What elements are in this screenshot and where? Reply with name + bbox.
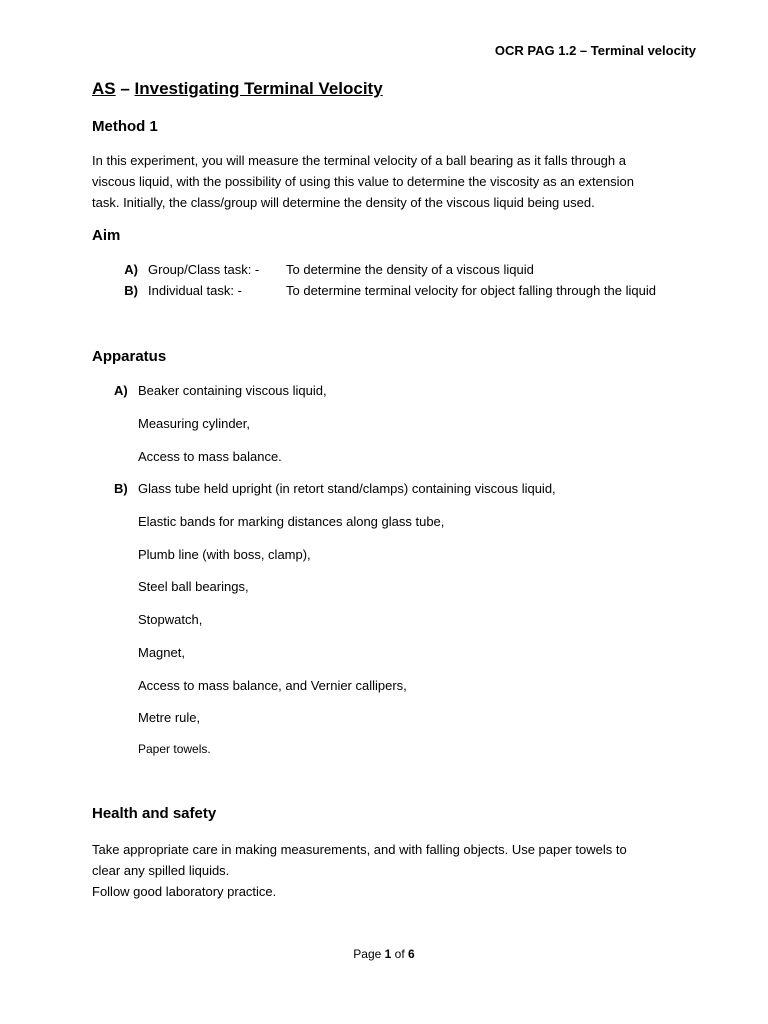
apparatus-b-item-3: Plumb line (with boss, clamp), bbox=[138, 547, 311, 562]
aim-text-b: To determine terminal velocity for object falling through the liquid bbox=[286, 283, 656, 298]
running-header bbox=[92, 43, 696, 58]
method-line-2: viscous liquid, with the possibility of using this value to determine the viscosity as an extension bbox=[92, 174, 634, 189]
apparatus-b-item-9: Paper towels. bbox=[138, 742, 211, 756]
health-line-3: Follow good laboratory practice. bbox=[92, 884, 277, 899]
method-heading: Method 1 bbox=[92, 118, 158, 135]
aim-text-a: To determine the density of a viscous liquid bbox=[286, 262, 534, 277]
apparatus-b-item-5: Stopwatch, bbox=[138, 612, 203, 627]
footer-page-word: Page bbox=[353, 947, 382, 961]
apparatus-b-item-1: Glass tube held upright (in retort stand/clamps) containing viscous liquid, bbox=[138, 481, 556, 496]
footer-page-number: 1 bbox=[384, 947, 392, 961]
page-title bbox=[92, 79, 383, 99]
method-paragraph bbox=[92, 150, 696, 213]
health-paragraph bbox=[92, 839, 696, 902]
apparatus-b-first bbox=[92, 481, 556, 496]
apparatus-b-item-8: Metre rule, bbox=[138, 710, 201, 725]
apparatus-a-first bbox=[92, 383, 327, 398]
running-header-text: OCR PAG 1.2 – Terminal velocity bbox=[494, 43, 696, 58]
page-footer bbox=[0, 947, 768, 961]
health-line-1: Take appropriate care in making measurements, and with falling objects. Use paper towels to bbox=[92, 842, 627, 857]
apparatus-letter-b: B) bbox=[114, 481, 128, 496]
health-heading: Health and safety bbox=[92, 805, 217, 822]
aim-item-b bbox=[92, 283, 712, 298]
apparatus-b-item-2: Elastic bands for marking distances along glass tube, bbox=[138, 514, 445, 529]
title-dash: – bbox=[115, 79, 135, 98]
aim-label-b: Individual task: - bbox=[148, 283, 242, 298]
apparatus-b-item-6: Magnet, bbox=[138, 645, 185, 660]
method-line-1: In this experiment, you will measure the terminal velocity of a ball bearing as it falls through a bbox=[92, 153, 626, 168]
apparatus-heading: Apparatus bbox=[92, 348, 167, 365]
apparatus-a-item-1: Beaker containing viscous liquid, bbox=[138, 383, 327, 398]
aim-item-a bbox=[92, 262, 712, 277]
apparatus-letter-a: A) bbox=[114, 383, 128, 398]
apparatus-b-item-4: Steel ball bearings, bbox=[138, 579, 249, 594]
footer-page-total: 6 bbox=[408, 947, 415, 961]
apparatus-a-item-3: Access to mass balance. bbox=[138, 449, 282, 464]
aim-letter-b: B) bbox=[124, 283, 138, 298]
apparatus-b-item-7: Access to mass balance, and Vernier callipers, bbox=[138, 678, 407, 693]
aim-label-a: Group/Class task: - bbox=[148, 262, 260, 277]
apparatus-a-item-2: Measuring cylinder, bbox=[138, 416, 250, 431]
footer-of-word: of bbox=[394, 947, 405, 961]
method-line-3: task. Initially, the class/group will determine the density of the viscous liquid being used. bbox=[92, 195, 595, 210]
aim-letter-a: A) bbox=[124, 262, 138, 277]
aim-heading: Aim bbox=[92, 227, 121, 244]
title-prefix: AS bbox=[92, 79, 116, 98]
title-main: Investigating Terminal Velocity bbox=[134, 79, 383, 98]
health-line-2: clear any spilled liquids. bbox=[92, 863, 230, 878]
